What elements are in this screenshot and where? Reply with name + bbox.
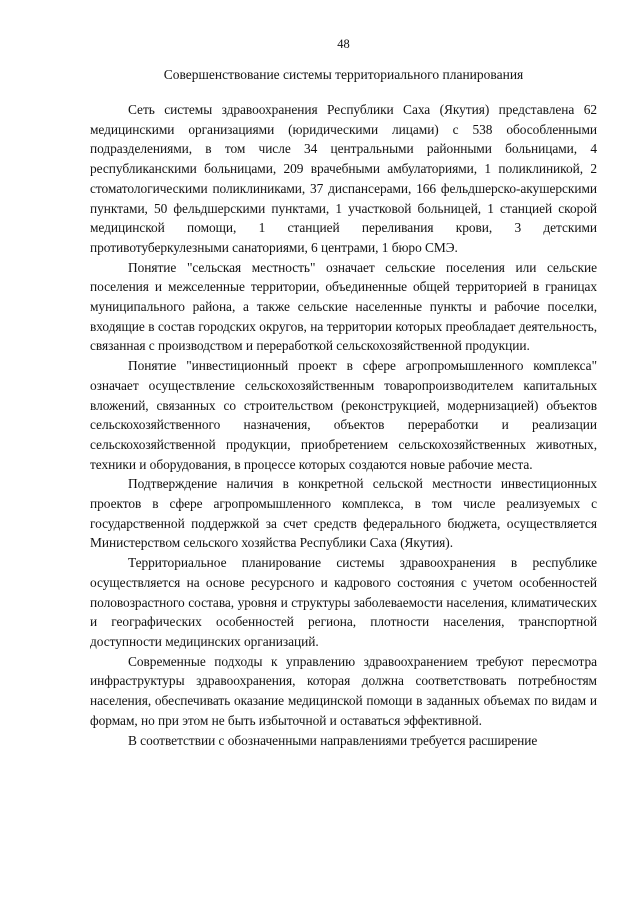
paragraph-healthcare-network: Сеть системы здравоохранения Республики Саха (Якутия) представлена 62 медицинскими организациями (юридическими лицами) с 538 обособленными подразделениями, в том числе 34 центральными районными больницами, 4 республиканскими больницами, 209 врачебными амбулаториями, 1 поликлиникой, 2 стоматологическими поликлиниками, 37 диспансерами, 166 фельдшерско-акушерскими пунктами, 50 фельдшерскими пунктами, 1 участковой больницей, 1 станцией скорой медицинской помощи, 1 станцией переливания крови, 3 детскими противотуберкулезными санаториями, 6 центрами, 1 бюро СМЭ. bbox=[90, 102, 597, 255]
paragraph-expansion: В соответствии с обозначенными направлениями требуется расширение bbox=[128, 732, 538, 748]
paragraph-rural-area-definition: Понятие "сельская местность" означает сельские поселения или сельские поселения и межселенные территории, объединенные общей территорией в границах муниципального района, а также сельские населенные пункты и рабочие поселки, входящие в состав городских округов, на территории которых преобладает деятельность, связанная с производством и переработкой сельскохозяйственной продукции. bbox=[90, 259, 597, 354]
paragraph-investment-project-definition: Понятие "инвестиционный проект в сфере агропромышленного комплекса" означает осуществление сельскохозяйственным товаропроизводителем капитальных вложений, связанных со строительством (реконструкцией, модернизацией) объектов сельскохозяйственного назначения, объектов переработки и реализации сельскохозяйственной продукции, приобретением сельскохозяйственных животных, техники и оборудования, в процессе которых создаются новые рабочие места. bbox=[90, 358, 597, 472]
paragraph-modern-approaches: Современные подходы к управлению здравоохранением требуют пересмотра инфраструктуры здравоохранения, которая должна соответствовать потребностям населения, обеспечивать оказание медицинской помощи в заданных объемах по видам и формам, но при этом не быть избыточной и оставаться эффективной. bbox=[90, 653, 597, 728]
paragraph-territorial-planning: Территориальное планирование системы здравоохранения в республике осуществляется на основе ресурсного и кадрового состояния с учетом особенностей половозрастного состава, уровня и структуры заболеваемости населения, климатических и географических особенностей региона, плотности населения, транспортной доступности медицинских организаций. bbox=[90, 555, 597, 649]
paragraph-investment-confirmation: Подтверждение наличия в конкретной сельской местности инвестиционных проектов в сфере агропромышленного комплекса, в том числе реализуемых с государственной поддержкой за счет средств федерального бюджета, осуществляется Министерством сельского хозяйства Республики Саха (Якутия). bbox=[90, 476, 597, 551]
page-number: 48 bbox=[337, 37, 350, 51]
document-page bbox=[90, 30, 597, 750]
section-title: Совершенствование системы территориального планирования bbox=[163, 67, 524, 82]
